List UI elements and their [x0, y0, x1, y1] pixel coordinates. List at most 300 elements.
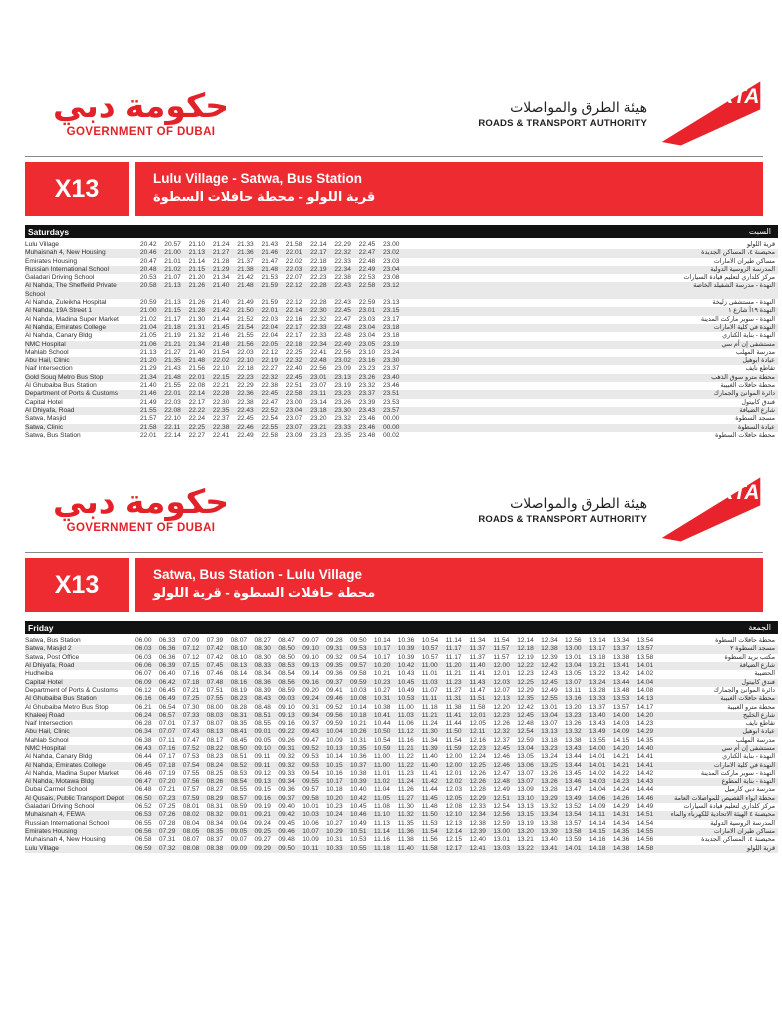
stop-name-ar: مركز كلداري لتعليم قيادة السيارات [683, 274, 775, 282]
stop-name-ar: شارع الضيافة [739, 406, 775, 414]
time-cell: 12.13 [445, 819, 463, 827]
time-cell: 21.13 [140, 348, 157, 356]
stop-name-en: Mahlab School [25, 348, 69, 356]
time-cell: 11.01 [421, 670, 438, 678]
time-cell: 10.18 [326, 786, 343, 794]
time-cell: 06.39 [158, 662, 176, 670]
time-cell: 12.55 [541, 695, 558, 703]
time-cell: 10.57 [421, 653, 439, 661]
time-cell: 22.38 [334, 274, 351, 282]
time-cell: 07.18 [158, 761, 176, 769]
time-cell: 06.46 [135, 769, 152, 777]
stop-name-en: NMC Hospital [25, 744, 66, 752]
time-cell: 13.37 [612, 645, 630, 653]
time-cell: 07.19 [158, 769, 176, 777]
stop-name-en: Al Dhiyafa, Road [25, 406, 75, 414]
time-cell: 10.29 [326, 827, 343, 835]
stop-name-en: Lulu Village [25, 844, 59, 852]
departure-times [140, 432, 407, 440]
time-cell: 09.59 [326, 720, 343, 728]
time-cell: 08.25 [206, 769, 224, 777]
time-cell: 08.01 [182, 803, 200, 811]
time-cell: 21.50 [237, 307, 254, 315]
stop-name-en: Naif Intersection [25, 720, 73, 728]
time-cell: 11.17 [445, 653, 462, 661]
time-cell: 12.41 [469, 844, 486, 852]
dubai-calligraphy-icon: حكومة دبي [53, 482, 229, 520]
departure-times [135, 704, 661, 712]
time-cell: 21.29 [140, 365, 157, 373]
time-cell: 07.37 [182, 720, 200, 728]
time-cell: 11.00 [373, 753, 390, 761]
time-cell: 20.42 [140, 241, 157, 248]
timetable-row [25, 645, 778, 653]
time-cell: 11.18 [421, 703, 438, 711]
time-cell: 12.32 [493, 728, 510, 736]
time-cell: 21.13 [164, 299, 181, 307]
time-cell: 11.16 [397, 736, 414, 744]
time-cell: 07.21 [182, 686, 200, 694]
departure-times [140, 424, 407, 432]
stop-name-en: NMC Hospital [25, 340, 66, 348]
time-cell: 11.21 [421, 711, 438, 719]
time-cell: 12.47 [493, 769, 510, 777]
time-cell: 09.19 [254, 803, 271, 811]
time-cell: 08.57 [230, 794, 248, 802]
time-cell: 10.08 [350, 695, 367, 703]
time-cell: 13.57 [636, 645, 654, 653]
time-cell: 00.02 [382, 431, 400, 439]
time-cell: 12.42 [541, 662, 558, 670]
time-cell: 23.12 [382, 282, 400, 290]
departure-times [140, 241, 407, 249]
time-cell: 23.02 [382, 249, 400, 257]
time-cell: 11.34 [469, 637, 486, 645]
departure-times [135, 778, 661, 786]
time-cell: 08.48 [254, 703, 271, 711]
time-cell: 11.01 [373, 769, 390, 777]
time-cell: 21.48 [212, 340, 230, 348]
time-cell: 21.15 [188, 265, 206, 273]
time-cell: 21.34 [212, 274, 230, 282]
timetable-rows [25, 241, 778, 440]
time-cell: 12.28 [469, 786, 486, 794]
stop-name-ar: الحضيبة [754, 670, 775, 678]
time-cell: 08.45 [230, 736, 248, 744]
time-cell: 08.30 [254, 653, 271, 661]
time-cell: 14.14 [588, 819, 606, 827]
time-cell: 11.37 [469, 653, 486, 661]
time-cell: 12.59 [493, 819, 510, 827]
time-cell: 07.56 [182, 778, 200, 786]
time-cell: 22.56 [310, 365, 327, 373]
time-cell: 13.09 [517, 786, 534, 794]
time-cell: 06.07 [135, 670, 152, 678]
time-cell: 23.13 [382, 299, 400, 307]
time-cell: 08.38 [206, 844, 224, 852]
time-cell: 08.54 [230, 778, 248, 786]
time-cell: 09.11 [254, 761, 271, 769]
stop-name-ar: النهدة - مستشفى زليخة [712, 299, 775, 307]
time-cell: 22.47 [334, 315, 351, 323]
time-cell: 07.29 [158, 827, 176, 835]
time-cell: 11.27 [445, 686, 462, 694]
time-cell: 13.43 [565, 744, 582, 752]
time-cell: 11.44 [421, 786, 438, 794]
government-of-dubai-logo [53, 86, 229, 138]
time-cell: 22.05 [261, 340, 278, 348]
time-cell: 11.24 [421, 720, 438, 728]
time-cell: 22.21 [212, 382, 230, 390]
time-cell: 13.48 [612, 686, 630, 694]
time-cell: 12.15 [445, 836, 463, 844]
time-cell: 08.24 [206, 761, 224, 769]
time-cell: 07.01 [158, 720, 176, 728]
time-cell: 06.09 [135, 678, 152, 686]
time-cell: 13.29 [541, 794, 558, 802]
time-cell: 14.17 [636, 703, 654, 711]
time-cell: 13.44 [612, 678, 630, 686]
time-cell: 21.33 [237, 241, 254, 248]
time-cell: 06.43 [135, 744, 152, 752]
time-cell: 14.00 [612, 711, 630, 719]
time-cell: 13.07 [517, 778, 534, 786]
time-cell: 14.54 [636, 819, 654, 827]
time-cell: 13.46 [565, 778, 582, 786]
time-cell: 07.55 [206, 695, 224, 703]
time-cell: 12.45 [541, 678, 558, 686]
time-cell: 21.56 [237, 340, 254, 348]
time-cell: 23.04 [382, 265, 400, 273]
time-cell: 23.40 [382, 373, 400, 381]
time-cell: 07.52 [182, 744, 200, 752]
time-cell: 13.04 [517, 744, 534, 752]
time-cell: 13.59 [565, 836, 582, 844]
time-cell: 22.14 [310, 241, 327, 248]
stop-name-ar: فندق كابيتول [741, 398, 775, 406]
time-cell: 21.55 [140, 406, 157, 414]
rta-english-name: ROADS & TRANSPORT AUTHORITY [478, 117, 647, 129]
time-cell: 14.43 [636, 778, 654, 786]
time-cell: 08.54 [278, 670, 295, 678]
time-cell: 11.17 [445, 645, 462, 653]
time-cell: 08.34 [206, 819, 224, 827]
timetable-row [25, 679, 778, 687]
time-cell: 11.38 [397, 836, 414, 844]
time-cell: 22.25 [285, 348, 303, 356]
stop-name-ar: المدرسة الروسية الدولية [710, 265, 775, 273]
timetable-row [25, 811, 778, 819]
time-cell: 09.26 [278, 736, 295, 744]
time-cell: 23.01 [358, 307, 376, 315]
time-cell: 22.52 [261, 406, 278, 414]
time-cell: 13.33 [588, 695, 606, 703]
time-cell: 23.30 [334, 406, 351, 414]
time-cell: 12.43 [541, 670, 558, 678]
time-cell: 07.54 [182, 761, 200, 769]
stop-name-ar: مسجد السطوة [735, 415, 775, 423]
time-cell: 13.17 [588, 645, 606, 653]
time-cell: 11.44 [445, 720, 462, 728]
time-cell: 13.37 [588, 703, 606, 711]
time-cell: 22.11 [164, 423, 181, 431]
time-cell: 08.14 [230, 670, 248, 678]
stop-name-en: Dubai Carmel School [25, 786, 88, 794]
time-cell: 14.40 [636, 744, 654, 752]
time-cell: 13.24 [588, 678, 606, 686]
time-cell: 23.46 [358, 415, 376, 423]
stop-name-en: Satwa, Masjid [25, 415, 67, 423]
departure-times [140, 299, 407, 307]
time-cell: 22.08 [188, 382, 206, 390]
time-cell: 10.06 [302, 819, 319, 827]
departure-times [135, 737, 661, 745]
time-cell: 09.32 [326, 653, 343, 661]
time-cell: 22.38 [237, 398, 254, 406]
time-cell: 14.41 [636, 761, 654, 769]
time-cell: 10.40 [350, 786, 367, 794]
time-cell: 11.54 [493, 637, 510, 645]
time-cell: 21.59 [261, 299, 278, 307]
stop-name-ar: مركز كلداري لتعليم قيادة السيارات [683, 803, 775, 811]
time-cell: 21.40 [140, 382, 157, 390]
time-cell: 10.01 [302, 803, 319, 811]
time-cell: 20.53 [140, 274, 157, 282]
time-cell: 23.07 [285, 423, 303, 431]
time-cell: 12.26 [469, 778, 486, 786]
time-cell: 14.58 [636, 844, 654, 852]
time-cell: 21.52 [237, 315, 254, 323]
time-cell: 08.17 [206, 736, 224, 744]
time-cell: 09.50 [350, 637, 367, 645]
time-cell: 22.45 [334, 307, 351, 315]
time-cell: 13.11 [565, 686, 582, 694]
time-cell: 11.48 [421, 803, 438, 811]
time-cell: 21.46 [212, 332, 230, 340]
time-cell: 11.58 [421, 844, 438, 852]
time-cell: 23.03 [382, 257, 400, 265]
time-cell: 06.03 [135, 645, 152, 653]
time-cell: 23.09 [285, 431, 303, 439]
time-cell: 12.03 [445, 786, 463, 794]
time-cell: 21.29 [212, 265, 230, 273]
time-cell: 10.21 [350, 720, 367, 728]
time-cell: 22.38 [212, 423, 230, 431]
time-cell: 08.08 [182, 844, 200, 852]
stop-name-ar: مساكن طيران الامارات [713, 257, 775, 265]
time-cell: 14.35 [612, 827, 630, 835]
time-cell: 23.19 [334, 382, 351, 390]
time-cell: 21.26 [188, 282, 206, 290]
time-cell: 08.13 [206, 728, 224, 736]
time-cell: 13.14 [588, 637, 606, 645]
time-cell: 09.11 [254, 753, 271, 761]
time-cell: 09.57 [350, 662, 367, 670]
time-cell: 22.24 [188, 415, 206, 423]
time-cell: 14.49 [636, 803, 654, 811]
time-cell: 08.33 [254, 662, 271, 670]
stop-name-en: Al Nahda, Emirates College [25, 323, 106, 331]
time-cell: 21.48 [188, 357, 206, 365]
time-cell: 09.41 [326, 686, 343, 694]
time-cell: 10.04 [326, 728, 343, 736]
time-cell: 22.10 [237, 357, 254, 365]
timetable-row [25, 307, 778, 315]
time-cell: 13.28 [541, 786, 558, 794]
time-cell: 14.08 [636, 686, 654, 694]
stop-name-ar: محطة حافلات السطوة [715, 637, 775, 645]
time-cell: 08.31 [206, 803, 224, 811]
time-cell: 21.42 [237, 274, 254, 282]
time-cell: 09.52 [326, 703, 343, 711]
time-cell: 13.18 [541, 736, 558, 744]
time-cell: 20.48 [140, 265, 157, 273]
time-cell: 07.23 [158, 794, 176, 802]
time-cell: 14.20 [612, 744, 630, 752]
time-cell: 22.27 [188, 431, 206, 439]
time-cell: 08.07 [230, 637, 248, 645]
time-cell: 11.56 [421, 836, 438, 844]
time-cell: 13.25 [541, 761, 558, 769]
departure-times [135, 662, 661, 670]
time-cell: 13.41 [612, 662, 630, 670]
departure-times [135, 795, 661, 803]
time-cell: 10.13 [326, 744, 343, 752]
time-cell: 22.37 [212, 415, 230, 423]
departure-times [140, 282, 407, 290]
timetable-row [25, 704, 778, 712]
time-cell: 06.28 [135, 720, 152, 728]
time-cell: 11.11 [421, 695, 438, 703]
time-cell: 12.23 [517, 670, 534, 678]
time-cell: 22.03 [237, 348, 254, 356]
time-cell: 07.07 [158, 728, 176, 736]
stop-name-ar: محطة حافلات الغبيبة [720, 695, 775, 703]
time-cell: 08.34 [254, 670, 271, 678]
time-cell: 22.49 [237, 431, 254, 439]
time-cell: 11.02 [373, 778, 390, 786]
time-cell: 10.14 [373, 637, 391, 645]
stop-name-en: Al Nahda, Canary Bldg [25, 332, 93, 340]
time-cell: 09.37 [302, 720, 319, 728]
time-cell: 10.55 [350, 844, 367, 852]
divider [25, 552, 763, 553]
time-cell: 09.10 [302, 653, 319, 661]
time-cell: 13.54 [636, 637, 654, 645]
stop-name-ar: محطة مترو سوق الذهب [711, 373, 775, 381]
time-cell: 21.14 [188, 257, 206, 265]
time-cell: 22.18 [285, 340, 303, 348]
time-cell: 23.32 [358, 382, 376, 390]
day-bar [25, 225, 778, 238]
time-cell: 13.19 [517, 819, 534, 827]
timetable-row [25, 737, 778, 745]
time-cell: 12.33 [469, 803, 486, 811]
time-cell: 12.14 [517, 637, 534, 645]
time-cell: 10.53 [397, 695, 415, 703]
stop-name-ar: محيصنة ٤، المساكن الجديدة [701, 249, 775, 257]
time-cell: 06.54 [158, 703, 176, 711]
time-cell: 11.26 [397, 786, 414, 794]
timetable-row [25, 341, 778, 349]
time-cell: 22.28 [310, 299, 327, 307]
time-cell: 22.23 [310, 274, 327, 282]
time-cell: 07.59 [182, 794, 200, 802]
time-cell: 12.42 [517, 703, 534, 711]
time-cell: 12.59 [517, 736, 534, 744]
stop-name-en: Al Nahda, The Sheffeild Private School [25, 282, 117, 298]
time-cell: 09.13 [278, 711, 295, 719]
time-cell: 21.00 [164, 249, 181, 257]
time-cell: 10.42 [350, 794, 367, 802]
timetable-row [25, 753, 778, 761]
departure-times [140, 365, 407, 373]
time-cell: 13.06 [517, 761, 534, 769]
time-cell: 11.00 [421, 662, 438, 670]
time-cell: 21.15 [164, 307, 181, 315]
time-cell: 21.54 [212, 348, 230, 356]
time-cell: 12.35 [517, 695, 534, 703]
time-cell: 21.40 [212, 282, 230, 290]
time-cell: 09.46 [326, 695, 343, 703]
time-cell: 10.20 [326, 794, 343, 802]
stop-name-ar: مكتب بريد السطوة [724, 653, 775, 661]
time-cell: 12.23 [493, 711, 510, 719]
route-title-ar: محطة حافلات السطوة - قرية اللولو [153, 585, 376, 601]
time-cell: 22.01 [261, 307, 278, 315]
route-banner [25, 558, 763, 612]
time-cell: 14.02 [636, 670, 654, 678]
time-cell: 13.04 [541, 711, 558, 719]
time-cell: 14.56 [636, 836, 654, 844]
timetable-row [25, 249, 778, 257]
time-cell: 23.18 [310, 406, 327, 414]
time-cell: 09.35 [326, 662, 343, 670]
timetable-row [25, 828, 778, 836]
time-cell: 21.40 [212, 299, 230, 307]
stop-name-en: Russian International School [25, 819, 109, 827]
route-banner [25, 162, 763, 216]
time-cell: 21.59 [261, 282, 278, 290]
route-number: X13 [25, 558, 129, 612]
time-cell: 21.47 [261, 257, 278, 265]
time-cell: 09.36 [278, 786, 295, 794]
time-cell: 21.24 [212, 241, 230, 248]
timetable-row [25, 803, 778, 811]
time-cell: 11.41 [469, 670, 486, 678]
stop-name-en: Capital Hotel [25, 678, 63, 686]
time-cell: 22.34 [310, 340, 327, 348]
time-cell: 22.01 [140, 431, 157, 439]
stop-name-ar: محطة مترو الغبيبة [727, 703, 775, 711]
time-cell: 11.03 [421, 678, 438, 686]
time-cell: 13.28 [588, 686, 606, 694]
time-cell: 07.09 [182, 637, 200, 645]
timetable-row [25, 241, 778, 249]
time-cell: 12.18 [517, 645, 534, 653]
time-cell: 09.48 [278, 836, 295, 844]
time-cell: 13.24 [541, 753, 558, 761]
time-cell: 11.16 [373, 836, 390, 844]
time-cell: 11.39 [421, 744, 438, 752]
timetable-row [25, 324, 778, 332]
time-cell: 10.21 [373, 670, 391, 678]
stop-name-ar: دائرة الموانئ والجمارك [713, 686, 775, 694]
time-cell: 11.00 [373, 761, 390, 769]
time-cell: 22.01 [188, 373, 206, 381]
time-cell: 13.16 [565, 695, 582, 703]
time-cell: 22.58 [261, 431, 278, 439]
